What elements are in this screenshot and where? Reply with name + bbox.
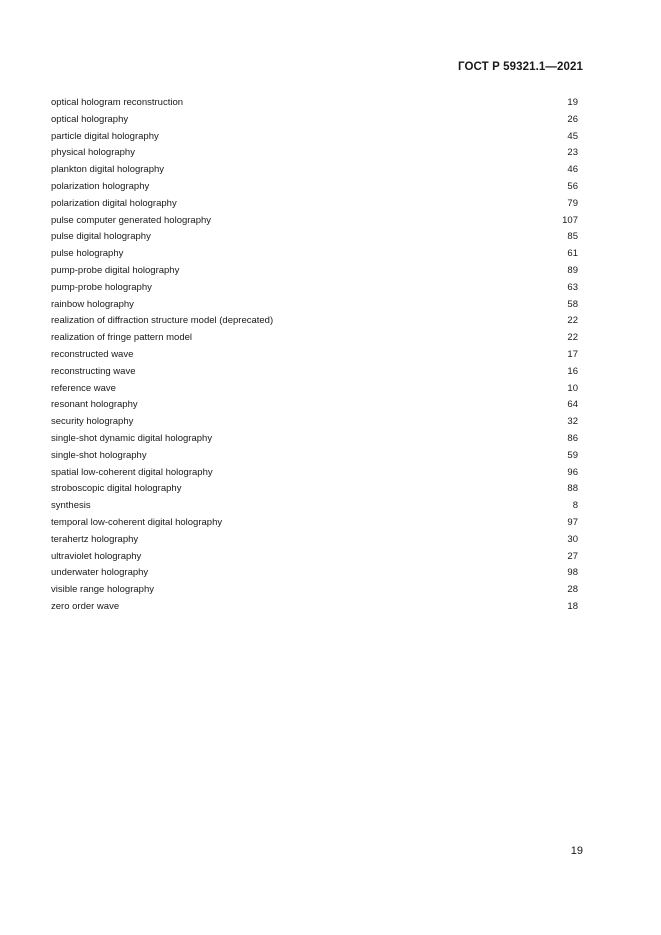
index-entry: [51, 498, 578, 515]
index-page-ref: 56: [567, 180, 578, 192]
index-entry: [51, 431, 578, 448]
index-term: polarization digital holography: [51, 197, 177, 209]
index-page-ref: 63: [567, 281, 578, 293]
index-page-ref: 107: [562, 214, 578, 226]
index-term: pulse digital holography: [51, 231, 151, 243]
index-entry: [51, 229, 578, 246]
index-entry: [51, 112, 578, 129]
index-page-ref: 85: [567, 231, 578, 243]
index-entry: [51, 481, 578, 498]
index-entry: [51, 515, 578, 532]
index-page-ref: 10: [567, 382, 578, 394]
index-term: realization of diffraction structure model (deprecated): [51, 315, 274, 327]
index-entry: [51, 582, 578, 599]
index-entry: [51, 297, 578, 314]
index-term: optical hologram reconstruction: [51, 97, 184, 108]
document-code: ГОСТ Р 59321.1—2021: [458, 61, 583, 73]
page-number: 19: [570, 845, 583, 857]
index-term: optical holography: [51, 113, 129, 125]
index-page-ref: 32: [567, 416, 578, 428]
index-entry: [51, 532, 578, 549]
index-term: polarization holography: [51, 180, 150, 192]
index-entry: [51, 95, 578, 112]
index-page-ref: 30: [567, 533, 578, 545]
index-page-ref: 45: [567, 130, 578, 142]
index-entry: [51, 196, 578, 213]
index-entry: [51, 381, 578, 398]
index-term: reconstructed wave: [51, 348, 134, 360]
index-entry: [51, 330, 578, 347]
index-term: pump-probe holography: [51, 281, 152, 293]
index-page-ref: 22: [567, 315, 578, 327]
index-term: reference wave: [51, 382, 116, 394]
index-page-ref: 46: [567, 164, 578, 176]
index-page-ref: 97: [567, 516, 578, 528]
index-page-ref: 23: [567, 147, 578, 159]
index-term: synthesis: [51, 500, 91, 512]
index-entry: [51, 414, 578, 431]
index-term: temporal low-coherent digital holography: [51, 516, 223, 528]
index-term: pulse holography: [51, 248, 124, 260]
index-term: reconstructing wave: [51, 365, 136, 377]
index-entry: [51, 129, 578, 146]
index-term: resonant holography: [51, 399, 138, 411]
index-term: security holography: [51, 416, 134, 428]
index-page-ref: 59: [567, 449, 578, 461]
index-term: underwater holography: [51, 567, 149, 579]
index-entry: [51, 565, 578, 582]
index-entry: [51, 364, 578, 381]
index-entry: [51, 263, 578, 280]
index-entry: [51, 397, 578, 414]
index-page-ref: 89: [567, 264, 578, 276]
index-page-ref: 26: [567, 113, 578, 125]
index-term: particle digital holography: [51, 130, 159, 142]
index-entry: [51, 313, 578, 330]
index-term: stroboscopic digital holography: [51, 483, 182, 495]
index-entry: [51, 599, 578, 616]
index-page-ref: 96: [567, 466, 578, 478]
index-term: pump-probe digital holography: [51, 264, 180, 276]
index-page-ref: 18: [567, 600, 578, 612]
index-entry: [51, 549, 578, 566]
index-page-ref: 58: [567, 298, 578, 310]
index-page-ref: 98: [567, 567, 578, 579]
index-entry: [51, 162, 578, 179]
index-page-ref: 27: [567, 550, 578, 562]
index-page-ref: 79: [567, 197, 578, 209]
index-entry: [51, 280, 578, 297]
index-term: ultraviolet holography: [51, 550, 142, 562]
index-entry: [51, 213, 578, 230]
index-page-ref: 28: [567, 584, 578, 596]
index-term: visible range holography: [51, 584, 154, 596]
index-entry: [51, 448, 578, 465]
index-entry: [51, 347, 578, 364]
index-term: spatial low-coherent digital holography: [51, 466, 213, 478]
index-page-ref: 64: [567, 399, 578, 411]
index-term: single-shot dynamic digital holography: [51, 432, 213, 444]
index-term: pulse computer generated holography: [51, 214, 212, 226]
index-page-ref: 22: [567, 332, 578, 344]
term-index-list: [51, 95, 578, 616]
index-page-ref: 88: [567, 483, 578, 495]
index-page-ref: 19: [567, 97, 578, 108]
index-entry: [51, 246, 578, 263]
index-term: rainbow holography: [51, 298, 134, 310]
index-entry: [51, 465, 578, 482]
index-entry: [51, 145, 578, 162]
index-page-ref: 17: [567, 348, 578, 360]
index-page-ref: 16: [567, 365, 578, 377]
index-term: terahertz holography: [51, 533, 139, 545]
index-term: single-shot holography: [51, 449, 147, 461]
index-term: plankton digital holography: [51, 164, 165, 176]
index-page-ref: 86: [567, 432, 578, 444]
index-term: realization of fringe pattern model: [51, 332, 192, 344]
index-term: zero order wave: [51, 600, 120, 612]
index-entry: [51, 179, 578, 196]
index-page-ref: 8: [572, 500, 578, 512]
index-page-ref: 61: [567, 248, 578, 260]
index-term: physical holography: [51, 147, 135, 159]
